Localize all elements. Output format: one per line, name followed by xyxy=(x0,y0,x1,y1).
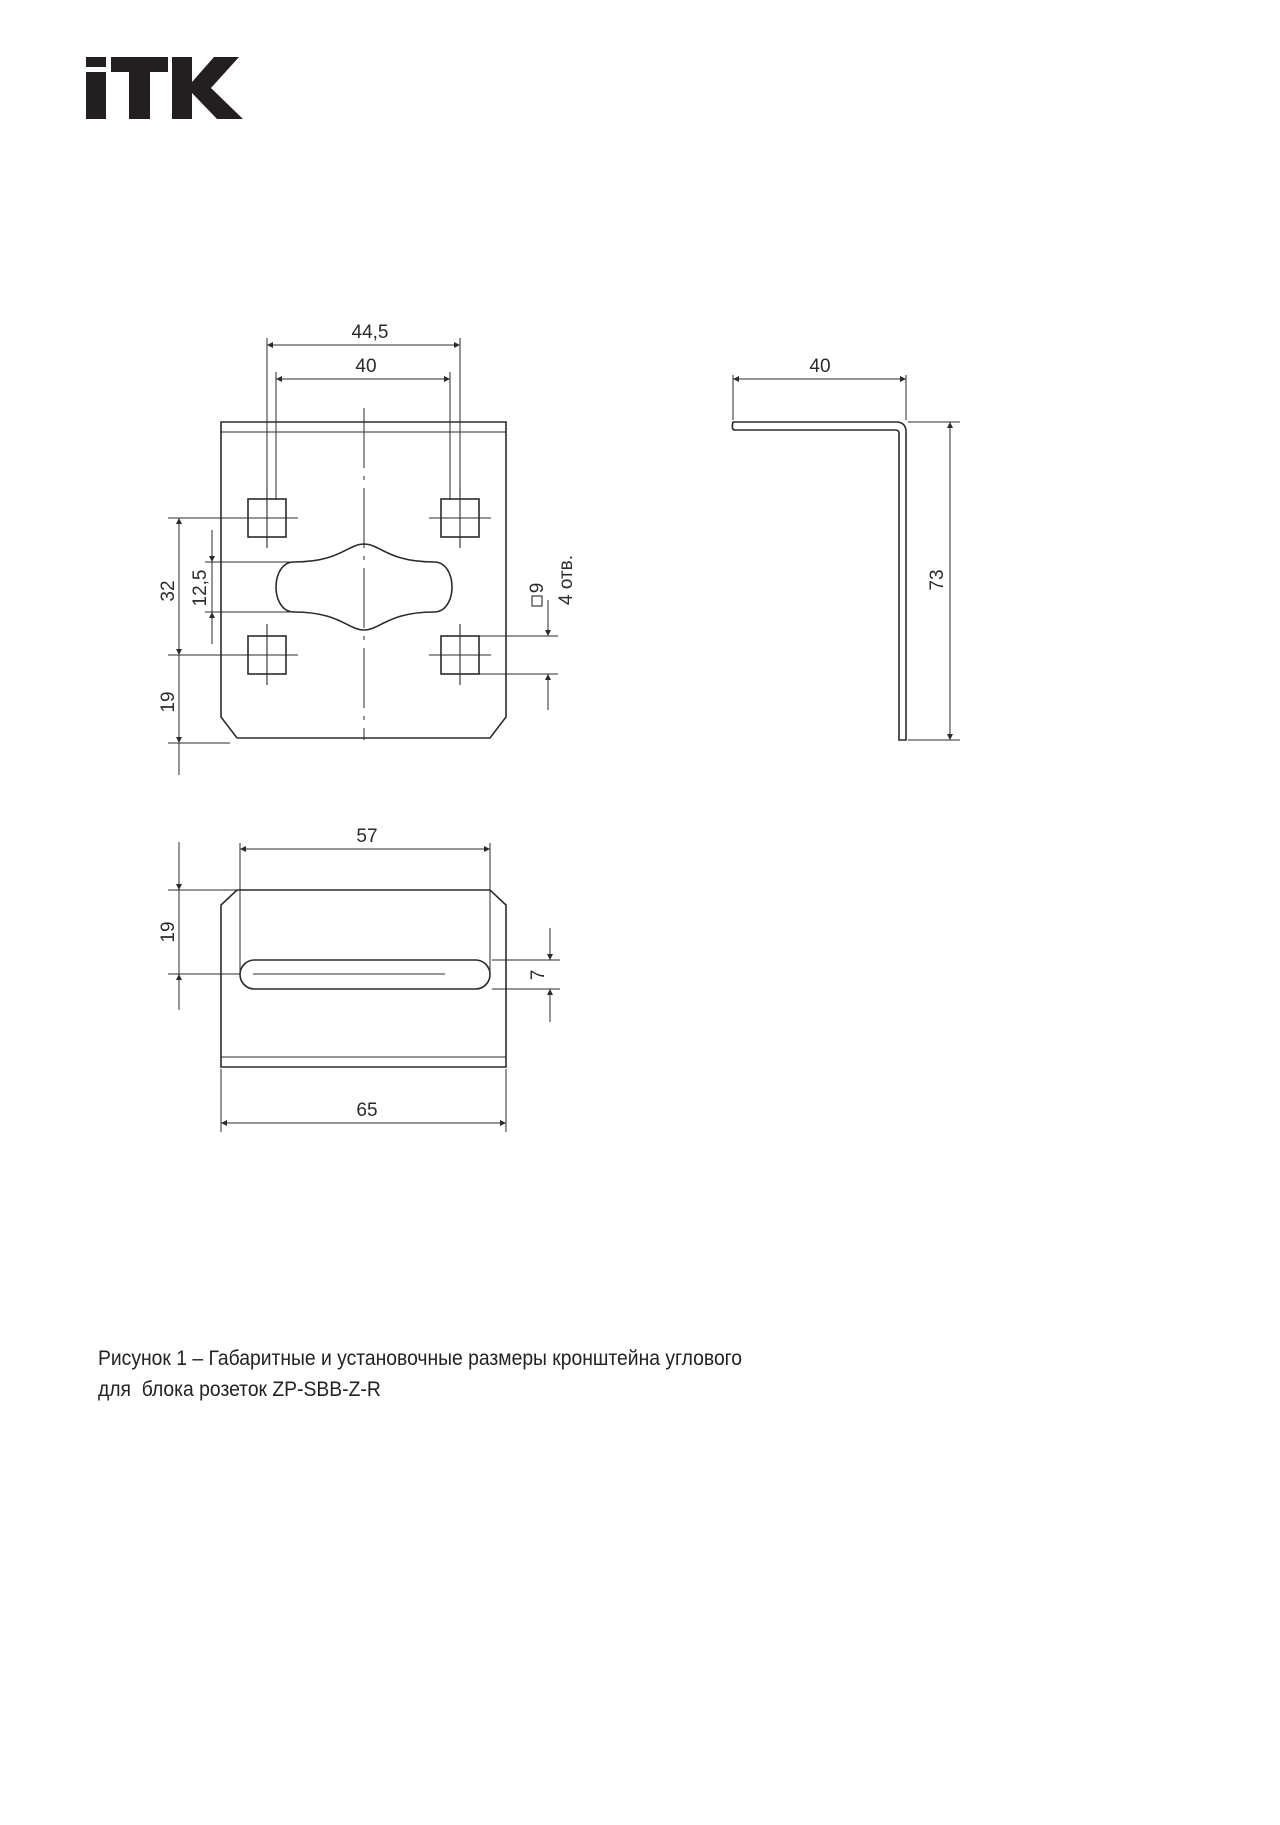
dim-side-height: 73 xyxy=(927,569,948,591)
dim-front-outer-holes: 44,5 xyxy=(351,322,389,343)
square-symbol xyxy=(532,596,542,606)
figure-caption xyxy=(98,1343,742,1405)
dim-front-hole-pitch: 32 xyxy=(158,580,179,602)
figure-caption-line1: Рисунок 1 – Габаритные и установочные размеры кронштейна углового xyxy=(98,1347,743,1370)
dim-hole-count: 4 отв. xyxy=(556,554,577,606)
dim-front-inner-holes: 40 xyxy=(355,356,377,377)
dim-front-keyhole-height: 12,5 xyxy=(190,569,211,607)
dim-bottom-total-width: 65 xyxy=(356,1100,378,1121)
front-view xyxy=(158,322,577,775)
dim-bottom-slot-length: 57 xyxy=(356,826,378,847)
itk-logo xyxy=(86,57,243,119)
dim-bottom-slot-width: 7 xyxy=(528,969,549,981)
bottom-plate-outline xyxy=(221,890,506,1067)
dim-hole-square: 9 xyxy=(527,582,548,594)
figure-caption-line2: для блока розеток ZP-SBB-Z-R xyxy=(98,1378,381,1401)
side-profile xyxy=(732,422,906,740)
dim-bottom-depth: 19 xyxy=(158,921,179,943)
bottom-view xyxy=(158,826,560,1132)
side-view xyxy=(732,356,960,740)
dim-side-flange-width: 40 xyxy=(809,356,831,377)
dim-front-bottom-offset: 19 xyxy=(158,691,179,713)
